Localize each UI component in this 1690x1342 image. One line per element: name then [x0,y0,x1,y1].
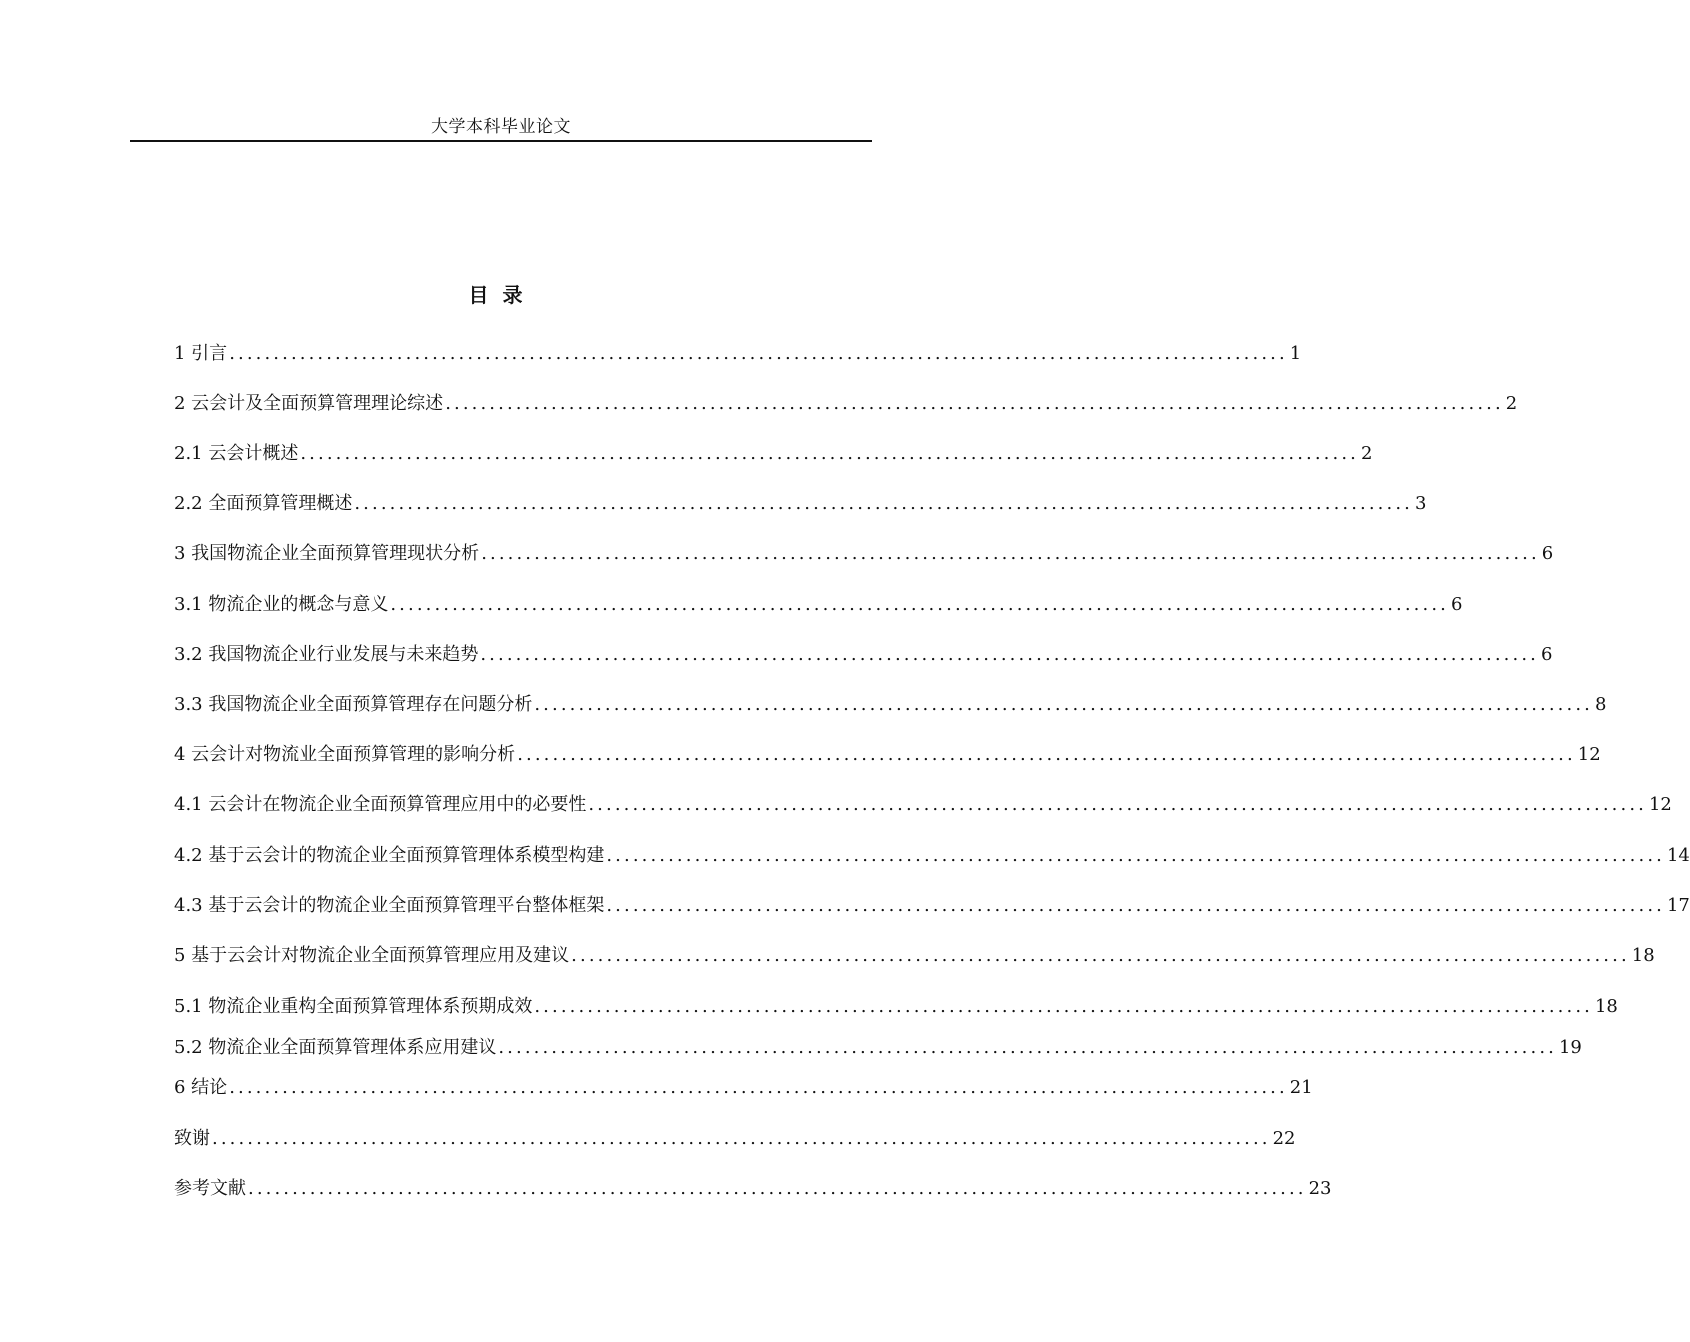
header-rule [130,140,872,142]
toc-entry[interactable] [174,391,1518,417]
toc-entry-label: 致谢 [174,1128,210,1149]
toc-entry-page: 6 [1450,594,1463,615]
toc-title: 目录 [468,283,537,307]
toc-entry-label: 参考文献 [174,1178,246,1199]
toc-entry-page: 6 [1541,543,1554,564]
toc-dot-leader: ........................................................................................................................ [534,996,1593,1017]
toc-dot-leader: ........................................................................................................................ [212,1128,1271,1149]
toc-entry-page: 22 [1272,1128,1296,1149]
toc-dot-leader: ........................................................................................................................ [588,794,1647,815]
toc-entry[interactable] [174,742,1601,768]
toc-entry[interactable] [174,692,1607,718]
page-header-title: 大学本科毕业论文 [431,117,571,137]
toc-entry-page: 8 [1594,694,1607,715]
toc-dot-leader: ........................................................................................................................ [606,895,1665,916]
toc-entry-label: 5.1 物流企业重构全面预算管理体系预期成效 [174,996,533,1017]
toc-dot-leader: ........................................................................................................................ [517,744,1576,765]
toc-dot-leader: ........................................................................................................................ [354,493,1413,514]
toc-entry-label: 4.3 基于云会计的物流企业全面预算管理平台整体框架 [174,895,605,916]
toc-entry[interactable] [174,893,1690,919]
toc-entry[interactable] [174,441,1373,467]
toc-entry-page: 21 [1289,1077,1313,1098]
toc-entry-label: 6 结论 [174,1077,228,1098]
toc-entry-page: 18 [1594,996,1618,1017]
toc-dot-leader: ........................................................................................................................ [534,694,1593,715]
toc-dot-leader: ........................................................................................................................ [498,1037,1557,1058]
toc-entry[interactable] [174,341,1302,367]
toc-entry-label: 3.1 物流企业的概念与意义 [174,594,389,615]
toc-entry-label: 2.1 云会计概述 [174,443,299,464]
toc-dot-leader: ........................................................................................................................ [571,945,1630,966]
toc-entry[interactable] [174,1035,1582,1061]
toc-entry-label: 4.1 云会计在物流企业全面预算管理应用中的必要性 [174,794,587,815]
toc-entry-label: 4 云会计对物流业全面预算管理的影响分析 [174,744,516,765]
toc-entry-label: 4.2 基于云会计的物流企业全面预算管理体系模型构建 [174,845,605,866]
toc-entry-page: 3 [1414,493,1427,514]
toc-entry-page: 1 [1289,343,1302,364]
toc-entry[interactable] [174,1176,1332,1202]
toc-entry-page: 2 [1360,443,1373,464]
toc-dot-leader: ........................................................................................................................ [229,343,1288,364]
toc-dot-leader: ........................................................................................................................ [390,594,1449,615]
toc-dot-leader: ........................................................................................................................ [606,845,1665,866]
toc-entry[interactable] [174,943,1655,969]
toc-entry[interactable] [174,843,1690,869]
toc-dot-leader: ........................................................................................................................ [248,1178,1307,1199]
toc-entry-page: 23 [1308,1178,1332,1199]
toc-dot-leader: ........................................................................................................................ [445,393,1504,414]
toc-entry-label: 2.2 全面预算管理概述 [174,493,353,514]
toc-entry-label: 2 云会计及全面预算管理理论综述 [174,393,444,414]
toc-dot-leader: ........................................................................................................................ [481,543,1540,564]
toc-entry-label: 5.2 物流企业全面预算管理体系应用建议 [174,1037,497,1058]
toc-entry-label: 3.2 我国物流企业行业发展与未来趋势 [174,644,479,665]
toc-entry[interactable] [174,491,1427,517]
toc-dot-leader: ........................................................................................................................ [229,1077,1288,1098]
toc-entry[interactable] [174,592,1463,618]
toc-entry-label: 3.3 我国物流企业全面预算管理存在问题分析 [174,694,533,715]
toc-entry-label: 1 引言 [174,343,228,364]
toc-entry-page: 12 [1577,744,1601,765]
toc-entry[interactable] [174,1126,1296,1152]
toc-entry[interactable] [174,994,1618,1020]
toc-entry[interactable] [174,792,1672,818]
toc-entry[interactable] [174,1075,1313,1101]
toc-entry-page: 14 [1666,845,1690,866]
toc-dot-leader: ........................................................................................................................ [300,443,1359,464]
toc-entry[interactable] [174,642,1553,668]
toc-entry-page: 12 [1648,794,1672,815]
toc-entry-page: 6 [1540,644,1553,665]
toc-entry-page: 18 [1631,945,1655,966]
toc-entry-label: 5 基于云会计对物流企业全面预算管理应用及建议 [174,945,570,966]
toc-entry-page: 2 [1505,393,1518,414]
toc-entry-page: 19 [1558,1037,1582,1058]
toc-entry[interactable] [174,541,1554,567]
toc-entry-page: 17 [1666,895,1690,916]
toc-dot-leader: ........................................................................................................................ [480,644,1539,665]
toc-entry-label: 3 我国物流企业全面预算管理现状分析 [174,543,480,564]
